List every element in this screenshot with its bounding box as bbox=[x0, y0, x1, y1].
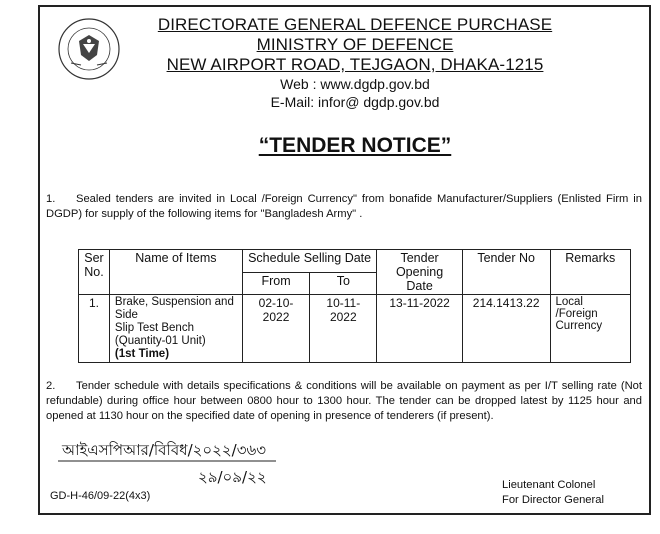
col-from: From bbox=[242, 272, 309, 295]
ref-underline bbox=[58, 458, 278, 464]
item-attempt: (1st Time) bbox=[114, 348, 170, 360]
paragraph-1-number: 1. bbox=[46, 193, 56, 205]
col-to: To bbox=[310, 272, 377, 295]
ref-date: ২৯/০৯/২২ bbox=[198, 468, 267, 486]
paragraph-2-number: 2. bbox=[46, 380, 56, 392]
col-schedule: Schedule Selling Date bbox=[242, 250, 377, 273]
notice-title: “TENDER NOTICE” bbox=[258, 134, 452, 157]
row-item-name bbox=[109, 295, 242, 363]
row-opening-date: 13-11-2022 bbox=[377, 295, 462, 363]
email: E-Mail: infor@ dgdp.gov.bd bbox=[270, 94, 440, 110]
table-row bbox=[79, 295, 631, 363]
col-tender-opening: Tender Opening Date bbox=[377, 250, 462, 295]
row-tender-no: 214.1413.22 bbox=[462, 295, 550, 363]
paragraph-2 bbox=[46, 379, 642, 424]
item-name-line2: Slip Test Bench bbox=[114, 322, 194, 334]
signatory-for: For Director General bbox=[502, 494, 604, 506]
col-remarks: Remarks bbox=[550, 250, 631, 295]
item-name-line1: Brake, Suspension and Side bbox=[114, 296, 234, 321]
header-block bbox=[120, 15, 590, 111]
col-tender-no: Tender No bbox=[462, 250, 550, 295]
ref-number: আইএসপিআর/বিবিধ/২০২২/৩৬৩ bbox=[62, 441, 266, 459]
item-quantity: (Quantity-01 Unit) bbox=[114, 335, 206, 347]
paragraph-1 bbox=[46, 192, 642, 222]
org-name: DIRECTORATE GENERAL DEFENCE PURCHASE bbox=[157, 15, 553, 34]
row-from-date: 02-10-2022 bbox=[242, 295, 309, 363]
row-ser: 1. bbox=[79, 295, 110, 363]
gd-code: GD-H-46/09-22(4x3) bbox=[50, 490, 151, 502]
col-name: Name of Items bbox=[109, 250, 242, 295]
org-address: NEW AIRPORT ROAD, TEJGAON, DHAKA-1215 bbox=[166, 55, 544, 74]
ministry-name: MINISTRY OF DEFENCE bbox=[256, 35, 454, 54]
row-remarks: Local /Foreign Currency bbox=[550, 295, 631, 363]
col-ser-no: Ser No. bbox=[79, 250, 110, 295]
signature-block bbox=[502, 478, 604, 508]
items-table bbox=[78, 249, 631, 363]
paragraph-2-text: Tender schedule with details specifications & conditions will be available on payment as per I/T selling rate (Not refundable) during office hour between 0800 hour to 1300 hour. The tender can be dropped latest by 1125 hour and opened at 1130 hour on the specified date of opening in presence of tenderers (if present). bbox=[46, 380, 642, 422]
row-to-date: 10-11-2022 bbox=[310, 295, 377, 363]
signatory-rank: Lieutenant Colonel bbox=[502, 479, 596, 491]
dgdp-emblem-logo bbox=[57, 17, 121, 81]
website: Web : www.dgdp.gov.bd bbox=[280, 76, 430, 92]
paragraph-1-text: Sealed tenders are invited in Local /Foreign Currency" from bonafide Manufacturer/Suppliers (Enlisted Firm in DGDP) for supply of the following items for "Bangladesh Army" . bbox=[46, 193, 642, 220]
